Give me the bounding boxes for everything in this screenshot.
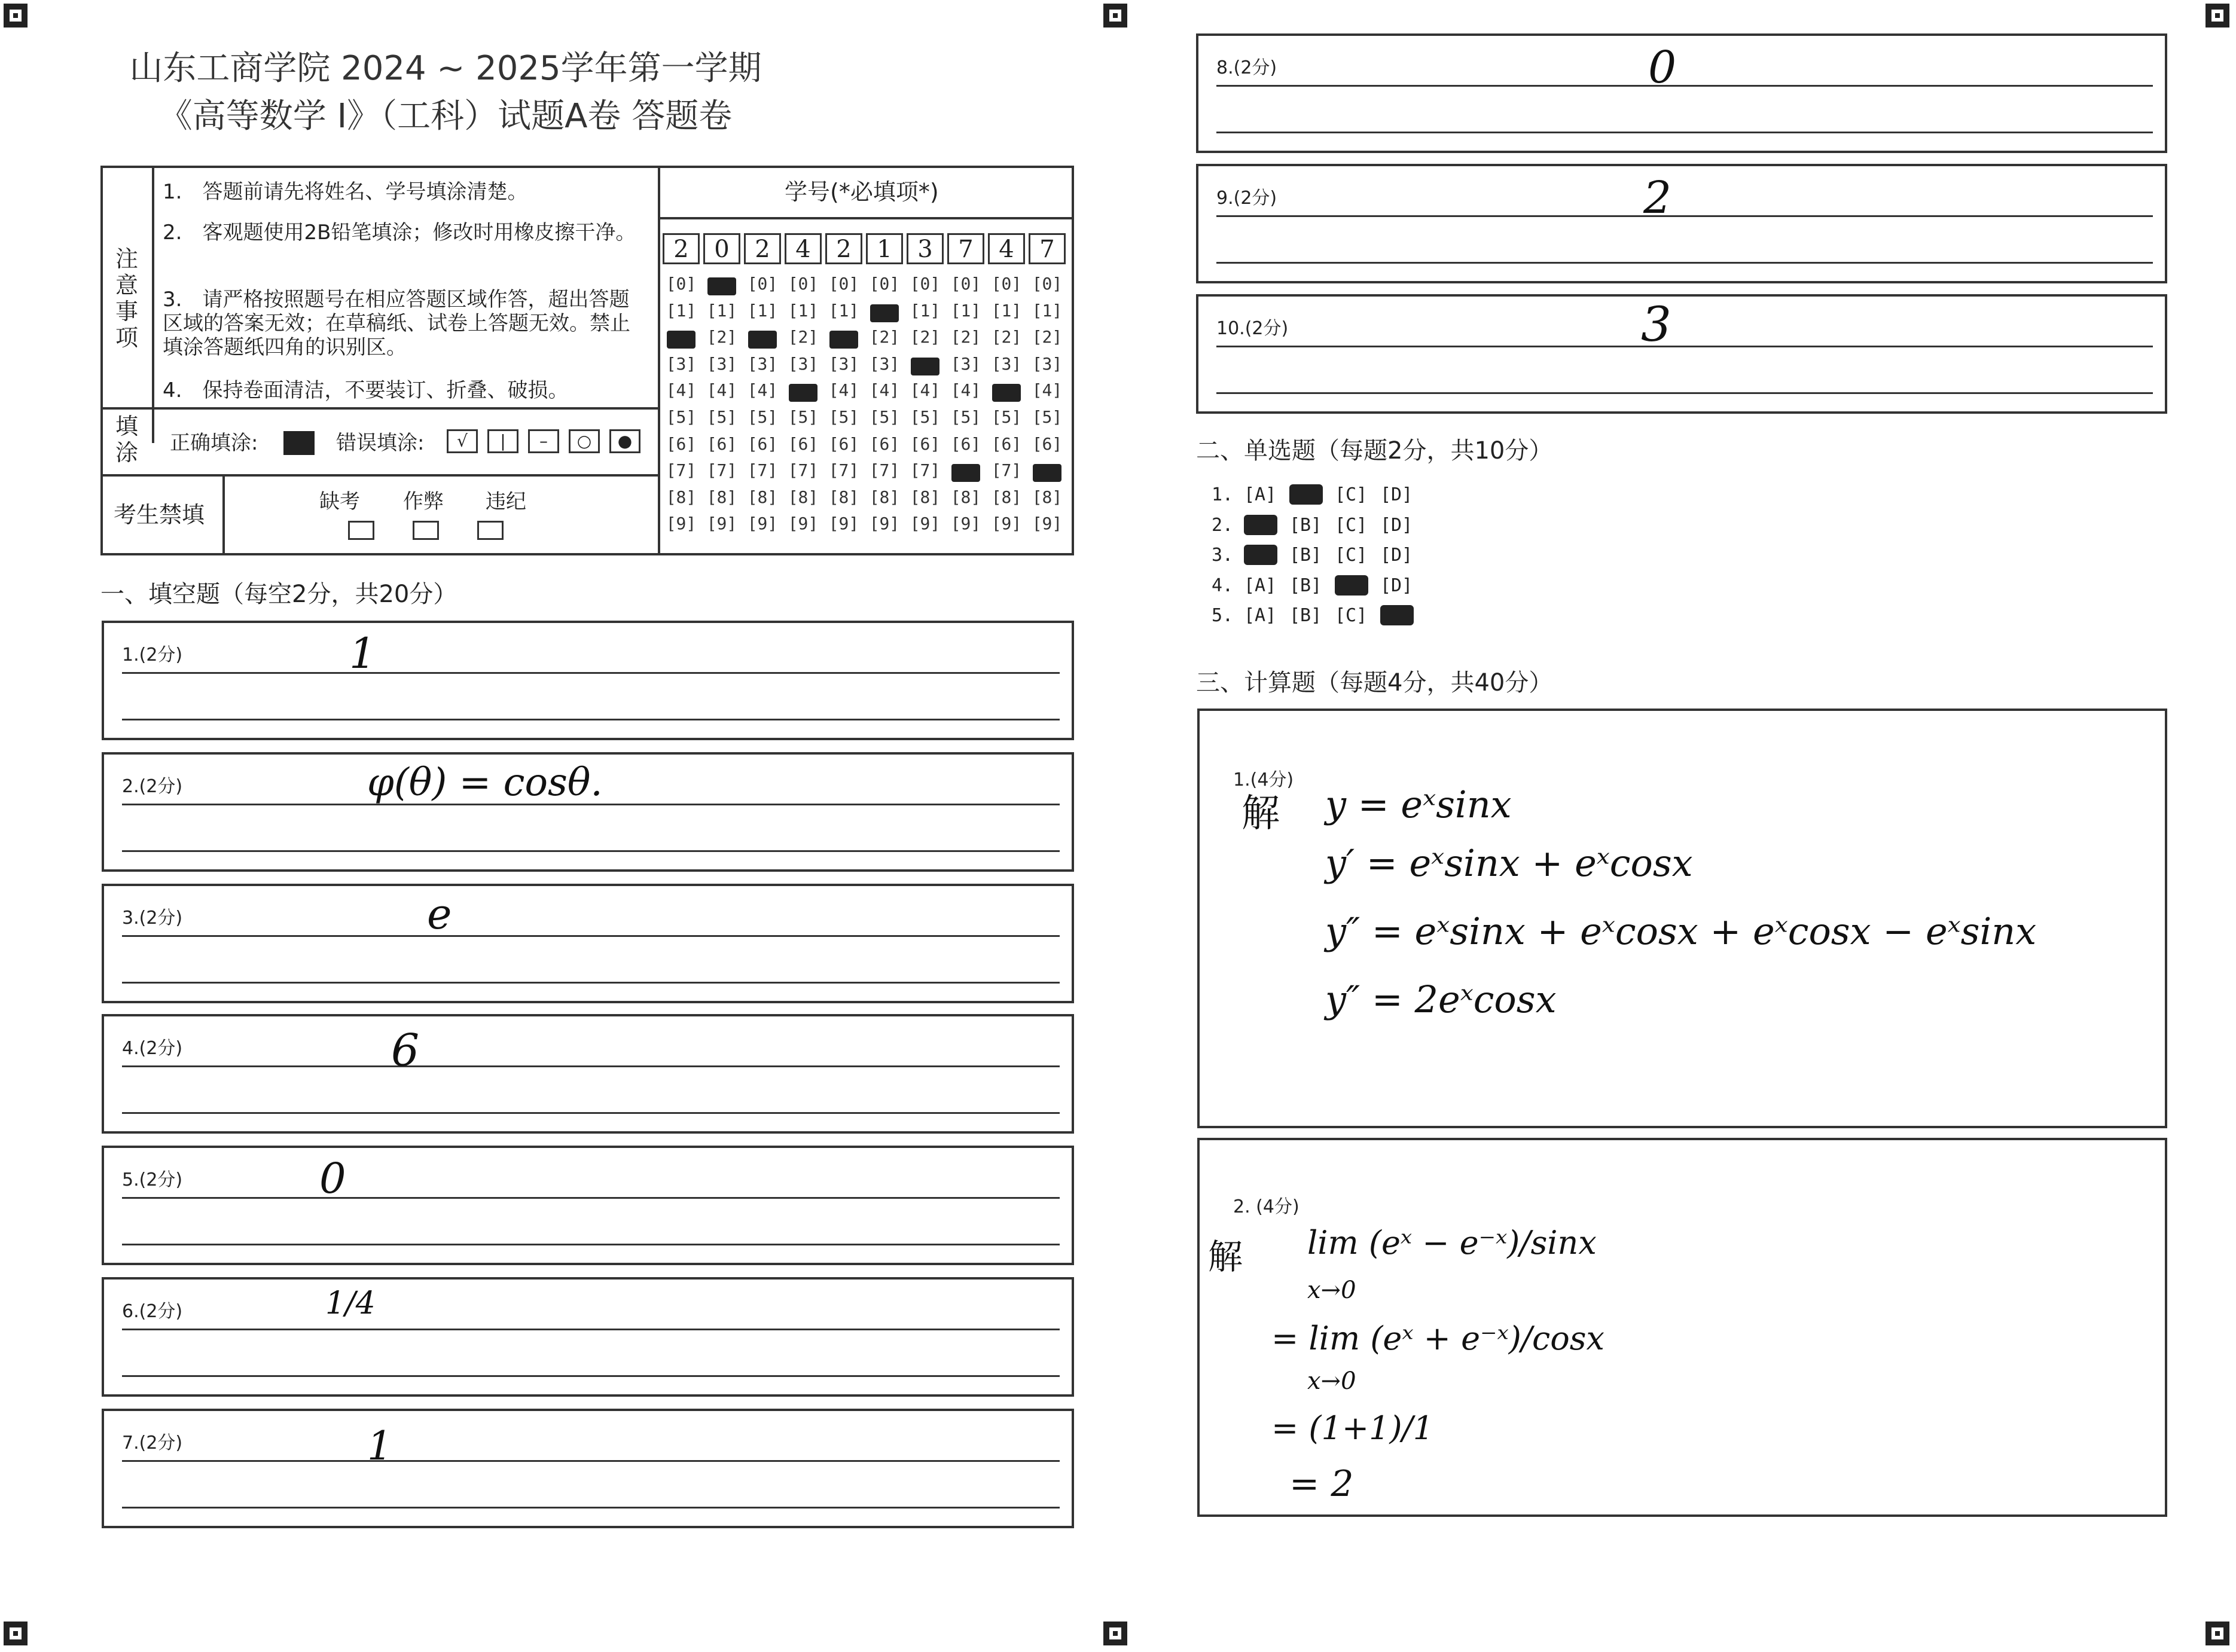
- answer-box-q3[interactable]: [102, 884, 1074, 1003]
- choice-row: [1212, 575, 1426, 596]
- corner-marker: [4, 4, 28, 28]
- calculation-section-title: 三、计算题（每题4分，共40分）: [1196, 669, 1553, 697]
- student-id-digit: 2: [663, 233, 700, 264]
- notice-side-label: 注 意 事 项: [115, 246, 138, 351]
- choice-option[interactable]: [C]: [1335, 605, 1368, 626]
- choice-option[interactable]: [C]: [1335, 514, 1368, 536]
- solve-mark: 解: [1208, 1236, 1243, 1277]
- student-id-bubble[interactable]: [6]: [828, 433, 859, 454]
- calc-answer-box-q2[interactable]: [1197, 1138, 2167, 1517]
- student-id-bubble[interactable]: [8]: [666, 487, 697, 507]
- notice-item: 4. 保持卷面清洁，不要装订、折叠、破损。: [163, 378, 569, 402]
- choice-option[interactable]: [B]: [1289, 605, 1322, 626]
- question-label: 3.(2分): [122, 908, 183, 929]
- answer-box-q1[interactable]: [102, 621, 1074, 740]
- student-id-bubble[interactable]: [4]: [869, 380, 900, 401]
- student-id-bubble[interactable]: [9]: [910, 514, 941, 534]
- choice-row: [1212, 605, 1426, 626]
- wrong-mark-circle: ○: [569, 429, 600, 453]
- status-violation-label: 违纪: [486, 490, 526, 514]
- corner-marker: [4, 1622, 28, 1645]
- answer-box-q4[interactable]: [102, 1014, 1074, 1134]
- choice-option[interactable]: [A]: [1244, 484, 1277, 505]
- student-id-bubble[interactable]: [8]: [991, 487, 1022, 507]
- answer-box-q5[interactable]: [102, 1146, 1074, 1265]
- student-id-bubble[interactable]: [3]: [747, 353, 778, 374]
- choice-option[interactable]: [1244, 515, 1289, 536]
- student-id-bubble[interactable]: [5]: [706, 407, 737, 427]
- student-id-bubble[interactable]: [1]: [950, 300, 981, 320]
- student-id-bubble[interactable]: [7]: [788, 460, 819, 481]
- choice-option[interactable]: [D]: [1380, 514, 1413, 536]
- student-id-digit: 4: [988, 233, 1025, 264]
- student-id-digit: 2: [825, 233, 862, 264]
- student-id-bubble[interactable]: [949, 460, 983, 480]
- student-id-bubble[interactable]: [6]: [950, 433, 981, 454]
- choice-row: [1212, 515, 1426, 536]
- student-id-bubble[interactable]: [0]: [950, 274, 981, 294]
- student-id-bubble[interactable]: [1030, 460, 1064, 480]
- choice-number: 4.: [1212, 575, 1234, 596]
- student-id-bubble[interactable]: [4]: [747, 380, 778, 401]
- student-id-bubble[interactable]: [6]: [1032, 433, 1063, 454]
- student-id-bubble[interactable]: [7]: [910, 460, 941, 481]
- student-id-bubble[interactable]: [8]: [910, 487, 941, 507]
- student-id-digit: 2: [744, 233, 781, 264]
- student-id-bubble[interactable]: [9]: [991, 514, 1022, 534]
- status-violation-checkbox[interactable]: [477, 521, 504, 540]
- student-id-bubble[interactable]: [9]: [788, 514, 819, 534]
- student-id-bubble[interactable]: [6]: [747, 433, 778, 454]
- handwritten-answer: 1/4: [325, 1285, 376, 1321]
- choice-number: 3.: [1212, 545, 1234, 566]
- student-id-bubble[interactable]: [2]: [788, 327, 819, 347]
- student-id-bubble[interactable]: [5]: [666, 407, 697, 427]
- student-id-bubble[interactable]: [8]: [747, 487, 778, 507]
- student-id-bubble[interactable]: [0]: [747, 274, 778, 294]
- student-id-bubble[interactable]: [1]: [828, 300, 859, 320]
- student-id-bubble[interactable]: [6]: [991, 433, 1022, 454]
- notice-item: 2. 客观题使用2B铅笔填涂；修改时用橡皮擦干净。: [163, 221, 636, 245]
- student-id-bubble[interactable]: [0]: [869, 274, 900, 294]
- wrong-mark-bar: |: [487, 429, 518, 453]
- student-id-digit: 7: [1029, 233, 1066, 264]
- student-id-bubble[interactable]: [1]: [1032, 300, 1063, 320]
- handwritten-answer: 0: [319, 1154, 346, 1203]
- student-id-bubble[interactable]: [7]: [747, 460, 778, 481]
- student-id-bubble[interactable]: [5]: [788, 407, 819, 427]
- student-id-bubble[interactable]: [746, 327, 779, 347]
- handwritten-answer: 1: [349, 629, 376, 678]
- student-id-bubble[interactable]: [5]: [869, 407, 900, 427]
- student-id-bubble[interactable]: [2]: [991, 327, 1022, 347]
- student-id-bubble[interactable]: [8]: [950, 487, 981, 507]
- student-id-bubble[interactable]: [4]: [910, 380, 941, 401]
- student-id-digit: 1: [866, 233, 903, 264]
- student-id-bubble[interactable]: [6]: [910, 433, 941, 454]
- student-id-bubble[interactable]: [7]: [869, 460, 900, 481]
- student-id-bubble[interactable]: [9]: [706, 514, 737, 534]
- notice-item: 3. 请严格按照题号在相应答题区域作答，超出答题区域的答案无效；在草稿纸、试卷上答题无效。禁止填涂答题纸四角的识别区。: [163, 288, 630, 359]
- fill-side-label: 填 涂: [115, 413, 138, 466]
- answer-box-q7[interactable]: [102, 1409, 1074, 1528]
- student-id-bubble[interactable]: [2]: [910, 327, 941, 347]
- calc-step: y″ = eˣsinx + eˣcosx + eˣcosx − eˣsinx: [1325, 909, 2037, 953]
- choice-option[interactable]: [1244, 545, 1289, 566]
- question-label: 8.(2分): [1216, 57, 1277, 78]
- student-id-bubble[interactable]: [3]: [869, 353, 900, 374]
- question-label: 7.(2分): [122, 1433, 183, 1453]
- choice-option[interactable]: [C]: [1335, 484, 1368, 505]
- student-id-bubble[interactable]: [705, 274, 739, 294]
- student-id-digit: 4: [785, 233, 822, 264]
- calc-step: lim (eˣ − e⁻ˣ)/sinx: [1307, 1224, 1597, 1262]
- student-id-digit: 0: [703, 233, 740, 264]
- handwritten-answer: 2: [1643, 172, 1672, 224]
- limit-subscript: x→0: [1307, 1277, 1356, 1304]
- status-cheat-label: 作弊: [403, 490, 444, 514]
- solve-mark: 解: [1241, 792, 1280, 836]
- question-label: 2.(2分): [122, 776, 183, 797]
- handwritten-answer: 0: [1648, 42, 1677, 93]
- student-id-bubble[interactable]: [0]: [910, 274, 941, 294]
- student-id-bubble[interactable]: [2]: [706, 327, 737, 347]
- choice-number: 5.: [1212, 605, 1234, 626]
- calc-step: = 2: [1289, 1463, 1354, 1505]
- student-id-title: 学号(*必填项*): [785, 179, 939, 205]
- student-id-bubble[interactable]: [2]: [1032, 327, 1063, 347]
- question-label: 1.(4分): [1233, 769, 1294, 790]
- student-id-bubble[interactable]: [6]: [666, 433, 697, 454]
- choice-option[interactable]: [A]: [1244, 605, 1277, 626]
- corner-marker: [1103, 4, 1127, 28]
- student-id-bubble[interactable]: [9]: [869, 514, 900, 534]
- notice-item: 1. 答题前请先将姓名、学号填涂清楚。: [163, 180, 528, 204]
- student-id-bubble[interactable]: [2]: [950, 327, 981, 347]
- student-id-bubble[interactable]: [7]: [706, 460, 737, 481]
- correct-fill-sample: [283, 431, 315, 455]
- calc-step: y′ = eˣsinx + eˣcosx: [1325, 841, 1693, 885]
- student-id-bubble[interactable]: [5]: [991, 407, 1022, 427]
- calc-step: = lim (eˣ + e⁻ˣ)/cosx: [1271, 1320, 1604, 1357]
- student-id-bubble[interactable]: [5]: [828, 407, 859, 427]
- corner-marker: [2206, 1622, 2229, 1645]
- student-id-bubble[interactable]: [9]: [747, 514, 778, 534]
- student-id-digit: 7: [947, 233, 984, 264]
- question-label: 2. (4分): [1233, 1196, 1299, 1217]
- question-label: 5.(2分): [122, 1169, 183, 1190]
- handwritten-answer: φ(θ) = cosθ.: [367, 761, 603, 805]
- student-id-bubble[interactable]: [3]: [1032, 353, 1063, 374]
- handwritten-answer: 6: [391, 1025, 420, 1076]
- calc-step: y″ = 2eˣcosx: [1325, 978, 1557, 1021]
- limit-subscript: x→0: [1307, 1367, 1356, 1395]
- student-id-bubble[interactable]: [5]: [950, 407, 981, 427]
- corner-marker: [1103, 1622, 1127, 1645]
- answer-box-q9[interactable]: [1196, 164, 2167, 283]
- student-id-bubble[interactable]: [0]: [991, 274, 1022, 294]
- student-id-bubble[interactable]: [2]: [869, 327, 900, 347]
- choice-option[interactable]: [C]: [1335, 545, 1368, 566]
- student-id-bubble[interactable]: [1]: [991, 300, 1022, 320]
- calc-answer-box-q1[interactable]: [1197, 709, 2167, 1128]
- choice-option[interactable]: [1380, 605, 1426, 626]
- exam-forbidden-label: 考生禁填: [114, 502, 205, 528]
- student-id-bubble[interactable]: [3]: [991, 353, 1022, 374]
- choice-row: [1212, 545, 1426, 566]
- student-id-bubble[interactable]: [8]: [1032, 487, 1063, 507]
- choice-option[interactable]: [B]: [1289, 575, 1322, 596]
- fill-blank-section-title: 一、填空题（每空2分，共20分）: [100, 581, 457, 608]
- student-id-bubble[interactable]: [8]: [706, 487, 737, 507]
- student-id-bubble[interactable]: [4]: [706, 380, 737, 401]
- student-id-bubble[interactable]: [990, 380, 1023, 400]
- choice-option[interactable]: [B]: [1289, 545, 1322, 566]
- status-absent-checkbox[interactable]: [348, 521, 374, 540]
- choice-option[interactable]: [D]: [1380, 545, 1413, 566]
- student-id-bubble[interactable]: [5]: [1032, 407, 1063, 427]
- answer-box-q2[interactable]: [102, 752, 1074, 872]
- status-absent-label: 缺考: [319, 490, 360, 514]
- student-id-bubble[interactable]: [0]: [1032, 274, 1063, 294]
- choice-row: [1212, 484, 1426, 505]
- student-id-bubble[interactable]: [8]: [788, 487, 819, 507]
- student-id-bubble[interactable]: [6]: [869, 433, 900, 454]
- question-label: 9.(2分): [1216, 188, 1277, 209]
- wrong-mark-check: √: [447, 429, 478, 453]
- student-id-bubble[interactable]: [7]: [828, 460, 859, 481]
- answer-box-q6[interactable]: [102, 1277, 1074, 1397]
- answer-box-q8[interactable]: [1196, 33, 2167, 153]
- student-id-bubble[interactable]: [3]: [828, 353, 859, 374]
- page-title-line1: 山东工商学院 2024 ~ 2025学年第一学期: [129, 49, 762, 88]
- calc-step: y = eˣsinx: [1325, 783, 1512, 826]
- choice-number: 1.: [1212, 484, 1234, 505]
- student-id-digit: 3: [907, 233, 944, 264]
- student-id-bubble[interactable]: [3]: [950, 353, 981, 374]
- corner-marker: [2206, 4, 2229, 28]
- choice-option[interactable]: [1335, 575, 1380, 596]
- student-id-bubble[interactable]: [3]: [788, 353, 819, 374]
- student-id-bubble[interactable]: [8]: [869, 487, 900, 507]
- student-id-bubble[interactable]: [1]: [910, 300, 941, 320]
- student-id-bubble[interactable]: [827, 327, 861, 347]
- student-id-bubble[interactable]: [4]: [666, 380, 697, 401]
- choice-option[interactable]: [A]: [1244, 575, 1277, 596]
- question-label: 1.(2分): [122, 645, 183, 665]
- student-id-bubble[interactable]: [3]: [666, 353, 697, 374]
- student-id-bubble[interactable]: [9]: [1032, 514, 1063, 534]
- student-id-bubble[interactable]: [6]: [706, 433, 737, 454]
- student-id-bubble[interactable]: [5]: [747, 407, 778, 427]
- answer-box-q10[interactable]: [1196, 294, 2167, 414]
- choice-option[interactable]: [D]: [1380, 484, 1413, 505]
- student-id-bubble[interactable]: [4]: [1032, 380, 1063, 401]
- handwritten-answer: 3: [1641, 297, 1671, 352]
- choice-option[interactable]: [B]: [1289, 514, 1322, 536]
- student-id-bubble[interactable]: [0]: [666, 274, 697, 294]
- student-id-bubble[interactable]: [1]: [747, 300, 778, 320]
- status-cheat-checkbox[interactable]: [413, 521, 439, 540]
- student-id-bubble[interactable]: [7]: [991, 460, 1022, 481]
- student-id-bubble[interactable]: [786, 380, 820, 400]
- handwritten-answer: 1: [367, 1423, 392, 1469]
- student-id-bubble[interactable]: [908, 354, 942, 374]
- wrong-mark-dot: ●: [609, 429, 640, 453]
- question-label: 10.(2分): [1216, 318, 1289, 339]
- question-label: 4.(2分): [122, 1038, 183, 1059]
- student-id-bubble[interactable]: [4]: [950, 380, 981, 401]
- student-id-bubble[interactable]: [1]: [706, 300, 737, 320]
- student-id-bubble[interactable]: [664, 327, 698, 347]
- student-id-bubble[interactable]: [5]: [910, 407, 941, 427]
- student-id-bubble[interactable]: [4]: [828, 380, 859, 401]
- student-id-bubble[interactable]: [9]: [666, 514, 697, 534]
- choice-option[interactable]: [D]: [1380, 575, 1413, 596]
- student-id-bubble[interactable]: [0]: [828, 274, 859, 294]
- choice-number: 2.: [1212, 514, 1234, 536]
- choice-option[interactable]: [1289, 484, 1335, 505]
- student-id-bubble[interactable]: [3]: [706, 353, 737, 374]
- student-id-bubble[interactable]: [9]: [950, 514, 981, 534]
- handwritten-answer: e: [427, 890, 452, 939]
- wrong-mark-dash: –: [528, 429, 559, 453]
- calc-step: = (1+1)/1: [1271, 1409, 1434, 1447]
- student-id-bubble[interactable]: [868, 301, 901, 320]
- wrong-fill-label: 错误填涂:: [336, 431, 425, 455]
- question-label: 6.(2分): [122, 1301, 183, 1322]
- student-id-bubble[interactable]: [0]: [788, 274, 819, 294]
- student-id-bubble[interactable]: [1]: [788, 300, 819, 320]
- single-choice-section-title: 二、单选题（每题2分，共10分）: [1196, 437, 1553, 465]
- student-id-bubble[interactable]: [1]: [666, 300, 697, 320]
- correct-fill-label: 正确填涂:: [170, 431, 258, 455]
- student-id-bubble[interactable]: [9]: [828, 514, 859, 534]
- page-title-line2: 《高等数学 I》（工科）试题A卷 答题卷: [158, 97, 733, 136]
- student-id-bubble[interactable]: [8]: [828, 487, 859, 507]
- student-id-bubble[interactable]: [6]: [788, 433, 819, 454]
- student-id-bubble[interactable]: [7]: [666, 460, 697, 481]
